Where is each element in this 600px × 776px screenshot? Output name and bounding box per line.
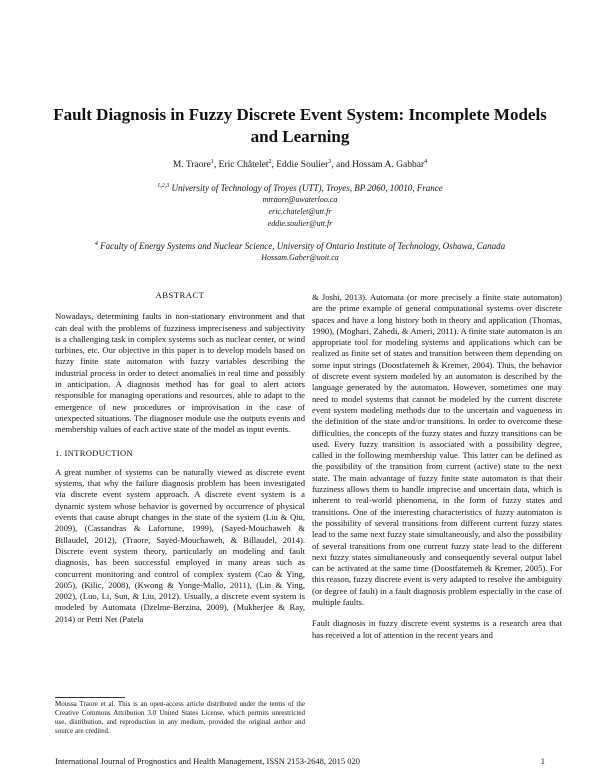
author-name: M. Traore [172,160,211,171]
affiliation-sup: 1,2,3 [157,183,170,189]
affiliation-uoit [40,238,560,264]
author-list [40,156,560,171]
author-name: , Eric Châtelet [213,160,269,171]
affiliation-sup: 4 [94,241,98,247]
license-footnote: Moussa Traore et al. This is an open-access article distributed under the terms of the Creative Commons Attribution 3.0 United States License, which permits unrestricted use, distribution, and reproduction in any medium, provided the original author and source are credited. [55,700,305,735]
author-sup: 3 [328,159,332,165]
author-sup: 1 [210,159,214,165]
footnote-rule [55,697,125,698]
right-paragraph-2: Fault diagnosis in fuzzy discrete event systems is a research area that has received a lot of attention in the recent years and [312,618,562,640]
introduction-text: A great number of systems can be naturally viewed as discrete event systems, that why the failure diagnosis problem has been investigated via discrete event system approach. A discrete event system is a dynamic system whose behavior is governed by occurrence of physical events that cause abrupt changes in the state of the system (Liu & Qiu, 2009), (Cassandras & Lafortune, 1999), (Sayed-Mouchaweh & Billaudel, 2012), (Traore, Sayed-Mouchaweh, & Billaudel, 2014). Discrete event system theory, particularly on modeling and fault diagnosis, has been successful employed in many areas such as concurrent monitoring and control of complex system (Cao & Ying, 2005), (Kilic, 2008), (Kwong & Yonge-Mallo, 2011), (Lin & Ying, 2002), (Luo, Li, Sun, & Liu, 2012). Usually, a discrete event system is modeled by Automata (Dzelme-Berzina, 2009), (Mukherjee & Ray, 2014) or Petri Net (Patela [55,466,305,624]
right-column [312,292,562,641]
author-name: , Eddie Soulier [271,160,329,171]
affiliation-line [40,180,560,194]
email-1: mtraore@uwaterloo.ca [262,195,338,204]
email-3: eddie.soulier@utt.fr [267,219,333,228]
author-sup: 4 [424,159,428,165]
author-name: , and Hossam A. Gabbar [331,160,425,171]
affiliation-line [40,238,560,252]
journal-footer: International Journal of Prognostics and Health Management, ISSN 2153-2648, 2015 020 [55,756,361,766]
title-line-1: Fault Diagnosis in Fuzzy Discrete Event System: Incomplete Models [53,105,547,124]
paper-title [40,104,560,148]
affiliation-text: University of Technology of Troyes (UTT), Troyes, BP 2060, 10010, France [171,183,443,193]
email-2: eric.chatelet@utt.fr [268,207,332,216]
right-paragraph-1: & Joshi, 2013). Automata (or more precisely a finite state automaton) are the prime example of general computational systems over discrete spaces and have a long history both in theory and application (Thomas, 1990), (Moghari, Zahedi, & Ameri, 2011). A finite state automaton is an appropriate tool for modeling systems and applications which can be realized as finite set of states and transition between them depending on some input strings (Doostfatemeh & Kremer, 2004). Thus, the behavior of discrete event system modeled by an automaton is described by the language generated by the automaton. However, sometimes one may need to model systems that cannot be modeled by the current discrete event system modeling methods due to the uncertain and vagueness in the definition of the state and/or transitions. In order to overcome these difficulties, the concepts of the fuzzy states and fuzzy transitions can be used. Every fuzzy transition is associated with a possibility degree, called in the following membership value. This latter can be defined as the possibility of the transition from current (active) state to the next state. The main advantage of fuzzy finite state automaton is that their fuzziness allows them to handle imprecise and uncertain data, which is inherent to real-world phenomena, in the form of fuzzy states and transitions. One of the interesting characteristics of fuzzy automaton is the possibility of several transitions from different current fuzzy states lead to the same next fuzzy state simultaneously, and also the possibility of several transitions from one current fuzzy state lead to the different next fuzzy states simultaneously and consequently several output label can be activated at the same time (Doostfatemeh & Kremer, 2005). For this reason, fuzzy discrete event is very adapted to resolve the ambiguity (or degree of fault) in a fault diagnosis problem especially in the case of multiple faults. [312,292,562,608]
title-line-2: and Learning [250,127,350,146]
email-4: Hossam.Gaber@uoit.ca [261,253,339,262]
left-column [55,290,305,625]
page-number: 1 [540,756,545,766]
introduction-heading: 1. INTRODUCTION [55,447,134,458]
abstract-text: Nowadays, determining faults in non-stationary environment and that can deal with the problems of fuzziness impreciseness and subjectivity is a challenging task in complex systems such as nuclear center, or wind turbines, etc. Our objective in this paper is to develop models based on fuzzy finite state automaton with fuzzy variables describing the industrial process in order to detect anomalies in real time and possibly in anticipation. A diagnosis method has for goal to alert actors responsible for managing operations and resources, able to adapt to the emergence of new procedures or improvisation in the case of unexpected situations. The diagnoser module use the outputs events and membership values of each active state of the model as input events. [55,311,305,435]
author-sup: 2 [268,159,272,165]
affiliation-utt [40,180,560,230]
abstract-heading: ABSTRACT [155,290,205,300]
affiliation-text: Faculty of Energy Systems and Nuclear Science, University of Ontario Institute of Technology, Oshawa, Canada [100,241,506,251]
